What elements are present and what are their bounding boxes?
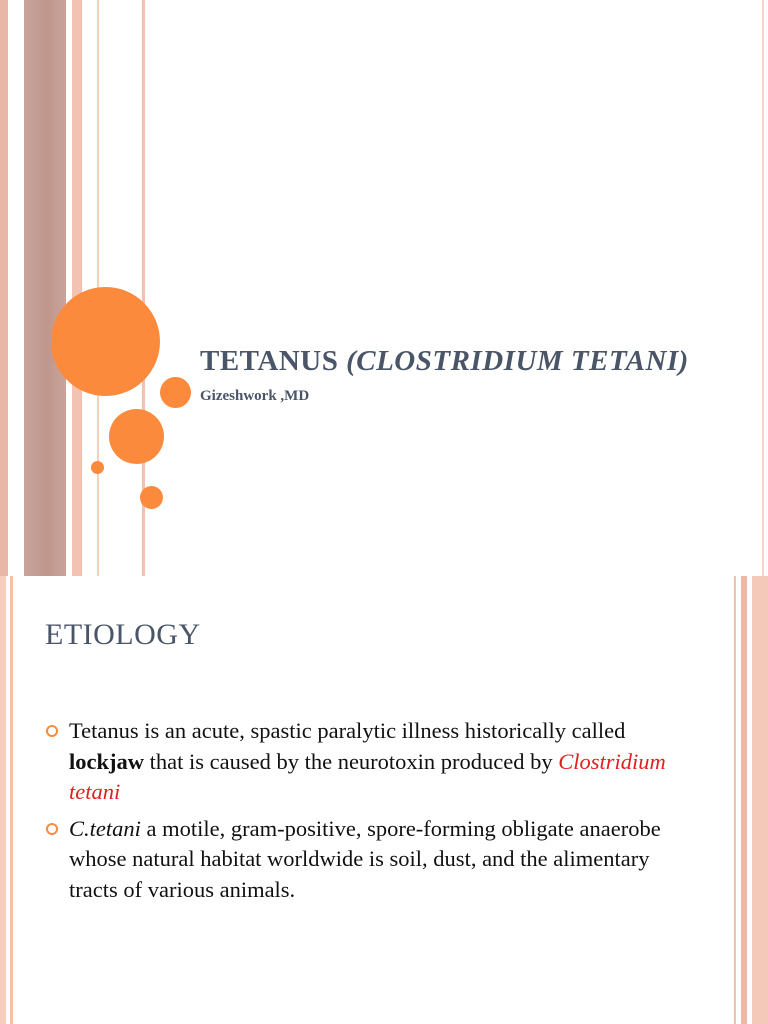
medium-orange-circle	[109, 409, 164, 464]
bullet-ring-icon	[46, 823, 58, 835]
slide-heading: ETIOLOGY	[45, 618, 201, 651]
slide-title	[200, 342, 720, 380]
list-item	[46, 814, 686, 906]
decorative-stripe	[734, 576, 736, 1024]
decorative-band	[24, 0, 66, 576]
species-abbrev: C.tetani	[69, 815, 141, 841]
bullet-text: Tetanus is an acute, spastic paralytic illness historically called	[69, 718, 626, 743]
decorative-stripe	[10, 576, 13, 1024]
author: Gizeshwork ,MD	[200, 388, 310, 404]
title-block	[200, 342, 720, 405]
title-subtitle: (CLOSTRIDIUM TETANI)	[346, 345, 689, 377]
bold-term: lockjaw	[69, 748, 144, 774]
species-name: Clostridium tetani	[69, 748, 666, 804]
bullet-text: a motile, gram-positive, spore-forming obligate anaerobe whose natural habitat worldwide is soil, dust, and the alimentary tracts of various animals.	[69, 815, 661, 902]
bullet-list	[46, 716, 686, 911]
decorative-stripe	[72, 0, 82, 576]
bullet-text: that is caused by the neurotoxin produced by	[144, 748, 559, 774]
decorative-stripe	[741, 576, 747, 1024]
decorative-edge	[0, 0, 8, 576]
title-main: TETANUS	[200, 345, 347, 377]
small-orange-circle	[140, 486, 163, 509]
list-item	[46, 716, 686, 808]
small-orange-circle	[160, 377, 191, 408]
etiology-slide	[0, 576, 768, 1024]
decorative-edge	[0, 576, 6, 1024]
decorative-stripe	[752, 576, 768, 1024]
bullet-ring-icon	[46, 725, 58, 737]
large-orange-circle	[51, 287, 160, 396]
decorative-stripe	[762, 0, 764, 576]
tiny-orange-circle	[91, 461, 104, 474]
